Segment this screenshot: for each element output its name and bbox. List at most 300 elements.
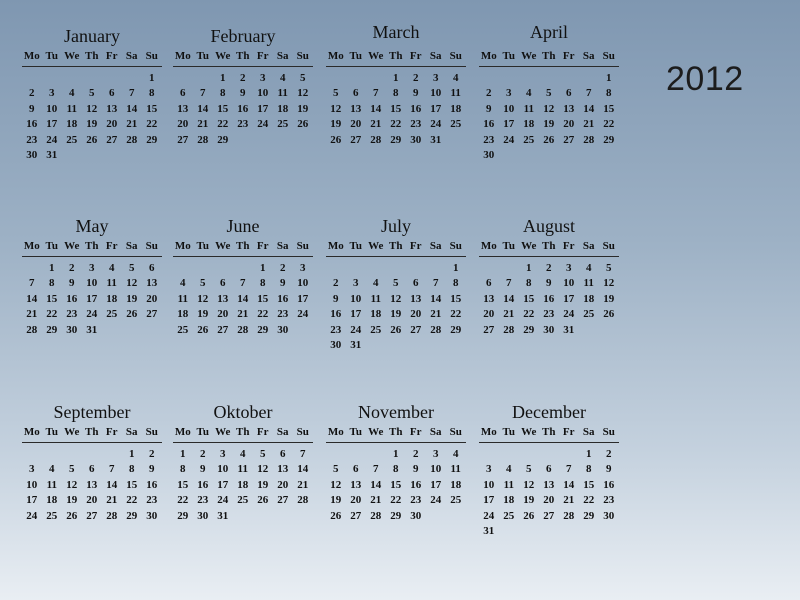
day-cell: 11 [503, 478, 514, 491]
day-cell: 4 [452, 448, 459, 460]
weekday-header: We [64, 50, 80, 62]
weekday-header: Sa [582, 240, 595, 252]
weekday-header: Tu [349, 240, 362, 252]
empty-cell [173, 71, 193, 86]
day-cell: 8 [526, 277, 532, 290]
weekday-header: We [64, 240, 80, 252]
day-cell: 7 [200, 87, 206, 100]
day-cell: 30 [66, 323, 78, 336]
empty-cell [62, 71, 82, 86]
header-divider [326, 442, 466, 443]
month-name: December [512, 402, 586, 422]
empty-cell [326, 71, 346, 86]
day-cell: 26 [126, 308, 138, 321]
month-name: November [358, 402, 434, 422]
day-cell: 17 [483, 494, 495, 507]
day-cell: 14 [197, 102, 209, 115]
month-august [479, 214, 619, 338]
day-cell: 22 [217, 118, 229, 131]
empty-cell [346, 447, 366, 462]
day-cell: 11 [66, 102, 77, 115]
weekday-header: Fr [562, 50, 575, 62]
day-cell: 26 [543, 133, 555, 146]
day-cell: 9 [279, 277, 286, 290]
day-cell: 11 [523, 102, 534, 115]
day-cell: 9 [240, 87, 246, 100]
day-cell: 1 [452, 262, 459, 274]
day-cell: 13 [106, 102, 118, 115]
day-cell: 8 [605, 87, 612, 100]
day-cell: 8 [180, 463, 186, 476]
day-cell: 10 [86, 277, 98, 290]
day-cell: 5 [605, 262, 612, 274]
day-cell: 5 [200, 277, 206, 290]
header-divider [479, 66, 619, 67]
header-divider [326, 66, 466, 67]
day-cell: 7 [506, 277, 512, 290]
day-cell: 4 [373, 277, 379, 290]
day-cell: 6 [279, 448, 286, 460]
day-cell: 21 [197, 118, 209, 131]
month-name: March [372, 22, 420, 42]
day-cell: 23 [66, 308, 78, 321]
day-cell: 7 [432, 277, 439, 290]
day-cell: 31 [563, 323, 575, 336]
day-cell: 29 [583, 509, 595, 522]
day-cell: 10 [26, 478, 38, 491]
day-cell: 14 [237, 292, 249, 305]
day-cell: 25 [237, 494, 249, 507]
day-cell: 28 [503, 323, 515, 336]
day-cell: 3 [299, 262, 306, 274]
day-cell: 13 [350, 102, 362, 115]
day-cell: 3 [353, 277, 359, 290]
day-cell: 14 [126, 102, 138, 115]
day-cell: 21 [370, 118, 382, 131]
day-cell: 2 [412, 448, 419, 460]
day-cell: 3 [259, 72, 266, 84]
day-cell: 22 [177, 494, 189, 507]
day-cell: 19 [390, 308, 402, 321]
weekday-header: We [215, 50, 231, 62]
day-cell: 5 [299, 72, 306, 84]
day-cell: 1 [49, 262, 55, 274]
day-cell: 27 [106, 133, 118, 146]
day-cell: 23 [603, 494, 615, 507]
day-cell: 15 [583, 478, 595, 491]
weekday-header: Sa [429, 240, 442, 252]
weekday-header: Th [389, 50, 403, 62]
header-divider [173, 442, 313, 443]
empty-cell [539, 447, 559, 462]
weekday-header: Tu [196, 240, 209, 252]
empty-cell [499, 261, 519, 276]
day-cell: 17 [350, 308, 362, 321]
day-cell: 1 [585, 448, 592, 460]
weekday-header: Tu [196, 50, 209, 62]
day-cell: 8 [148, 87, 155, 100]
day-cell: 15 [257, 292, 269, 305]
day-cell: 6 [220, 277, 226, 290]
day-cell: 2 [546, 262, 552, 274]
day-cell: 4 [240, 448, 246, 460]
day-grid [326, 424, 466, 524]
day-cell: 30 [483, 148, 495, 161]
day-cell: 27 [277, 494, 289, 507]
weekday-header: Tu [502, 50, 515, 62]
day-cell: 21 [370, 494, 382, 507]
day-cell: 7 [585, 87, 592, 100]
day-cell: 18 [450, 102, 462, 115]
day-cell: 19 [330, 494, 342, 507]
weekday-header: Sa [429, 426, 442, 438]
day-cell: 24 [46, 133, 58, 146]
day-cell: 26 [66, 509, 78, 522]
day-cell: 25 [583, 308, 595, 321]
day-cell: 31 [483, 524, 495, 537]
day-cell: 26 [257, 494, 269, 507]
empty-cell [42, 71, 62, 86]
day-grid [479, 424, 619, 539]
day-cell: 14 [370, 478, 382, 491]
day-cell: 13 [177, 102, 189, 115]
day-cell: 19 [523, 494, 535, 507]
weekday-header: We [368, 240, 384, 252]
day-cell: 18 [370, 308, 382, 321]
day-grid [173, 48, 313, 148]
day-cell: 6 [148, 262, 155, 274]
day-cell: 28 [370, 133, 382, 146]
day-cell: 7 [373, 463, 379, 476]
month-february [173, 24, 313, 148]
weekday-header: Th [542, 50, 556, 62]
empty-cell [42, 447, 62, 462]
day-cell: 30 [146, 509, 158, 522]
day-cell: 26 [390, 323, 402, 336]
day-cell: 11 [370, 292, 381, 305]
day-cell: 3 [49, 87, 55, 100]
weekday-header: Sa [125, 426, 138, 438]
day-cell: 18 [177, 308, 189, 321]
day-cell: 29 [523, 323, 535, 336]
day-cell: 18 [106, 292, 118, 305]
day-cell: 10 [563, 277, 575, 290]
empty-cell [386, 261, 406, 276]
day-cell: 23 [197, 494, 209, 507]
day-cell: 26 [86, 133, 98, 146]
day-cell: 19 [257, 478, 269, 491]
weekday-header: Th [236, 426, 250, 438]
day-cell: 22 [523, 308, 535, 321]
year-title: 2012 [666, 60, 744, 98]
weekday-header: We [368, 50, 384, 62]
day-cell: 9 [69, 277, 75, 290]
weekday-header: Su [296, 240, 309, 252]
day-cell: 1 [128, 448, 135, 460]
day-cell: 11 [277, 87, 288, 100]
weekday-header: Tu [349, 50, 362, 62]
weekday-header: Fr [105, 240, 118, 252]
day-grid [479, 238, 619, 338]
day-cell: 20 [277, 478, 289, 491]
month-december [479, 400, 619, 539]
day-cell: 4 [506, 463, 512, 476]
weekday-header: Fr [256, 426, 269, 438]
day-cell: 15 [603, 102, 615, 115]
day-cell: 18 [583, 292, 595, 305]
weekday-header: Su [296, 426, 309, 438]
day-cell: 9 [486, 102, 492, 115]
day-cell: 6 [546, 463, 552, 476]
header-divider [22, 256, 162, 257]
day-cell: 19 [126, 292, 138, 305]
day-cell: 6 [412, 277, 419, 290]
day-cell: 3 [29, 463, 35, 476]
weekday-header: Th [85, 50, 99, 62]
empty-cell [366, 71, 386, 86]
day-grid [479, 48, 619, 163]
day-grid [326, 48, 466, 148]
day-cell: 19 [330, 118, 342, 131]
day-cell: 2 [69, 262, 75, 274]
day-cell: 4 [279, 72, 286, 84]
day-cell: 15 [450, 292, 462, 305]
day-cell: 6 [486, 277, 492, 290]
day-cell: 9 [412, 87, 419, 100]
day-cell: 21 [583, 118, 595, 131]
day-cell: 8 [452, 277, 459, 290]
day-cell: 18 [46, 494, 58, 507]
day-cell: 8 [49, 277, 55, 290]
day-cell: 23 [543, 308, 555, 321]
day-cell: 16 [277, 292, 289, 305]
day-cell: 7 [29, 277, 35, 290]
day-cell: 1 [180, 448, 186, 460]
day-cell: 12 [257, 463, 269, 476]
weekday-header: Tu [502, 426, 515, 438]
empty-cell [499, 71, 519, 86]
day-cell: 30 [603, 509, 615, 522]
weekday-header: Mo [480, 240, 497, 252]
day-cell: 17 [257, 102, 269, 115]
weekday-header: Su [145, 50, 158, 62]
day-cell: 12 [330, 478, 342, 491]
month-name: August [522, 216, 575, 236]
empty-cell [213, 261, 233, 276]
day-cell: 19 [66, 494, 78, 507]
day-cell: 6 [180, 87, 186, 100]
day-cell: 28 [126, 133, 138, 146]
weekday-header: Su [145, 240, 158, 252]
day-cell: 25 [106, 308, 118, 321]
header-divider [173, 256, 313, 257]
day-cell: 26 [297, 118, 309, 131]
day-cell: 26 [523, 509, 535, 522]
month-january [22, 24, 162, 163]
day-cell: 12 [86, 102, 98, 115]
day-cell: 20 [563, 118, 575, 131]
day-cell: 15 [46, 292, 58, 305]
day-cell: 30 [410, 509, 422, 522]
day-cell: 5 [526, 463, 532, 476]
day-cell: 20 [86, 494, 98, 507]
day-cell: 1 [259, 262, 266, 274]
day-cell: 13 [277, 463, 289, 476]
day-cell: 2 [486, 87, 492, 100]
day-cell: 19 [86, 118, 98, 131]
day-cell: 5 [89, 87, 95, 100]
day-cell: 24 [430, 118, 442, 131]
day-cell: 12 [197, 292, 209, 305]
weekday-header: We [215, 240, 231, 252]
day-cell: 28 [106, 509, 118, 522]
day-cell: 28 [563, 509, 575, 522]
header-divider [479, 442, 619, 443]
day-cell: 20 [217, 308, 229, 321]
day-cell: 2 [279, 262, 286, 274]
weekday-header: Th [236, 50, 250, 62]
weekday-header: Sa [125, 240, 138, 252]
day-cell: 29 [390, 509, 402, 522]
day-cell: 25 [66, 133, 78, 146]
empty-cell [22, 71, 42, 86]
day-cell: 16 [237, 102, 249, 115]
day-cell: 8 [585, 463, 592, 476]
day-cell: 10 [350, 292, 362, 305]
day-cell: 25 [450, 494, 462, 507]
empty-cell [426, 261, 446, 276]
day-cell: 15 [217, 102, 229, 115]
empty-cell [22, 261, 42, 276]
weekday-header: We [64, 426, 80, 438]
day-cell: 28 [197, 133, 209, 146]
day-cell: 5 [69, 463, 75, 476]
day-cell: 4 [69, 87, 75, 100]
day-cell: 27 [86, 509, 98, 522]
day-cell: 24 [430, 494, 442, 507]
day-cell: 7 [565, 463, 572, 476]
weekday-header: Tu [349, 426, 362, 438]
day-cell: 23 [330, 323, 342, 336]
empty-cell [62, 447, 82, 462]
day-cell: 13 [217, 292, 229, 305]
day-cell: 24 [350, 323, 362, 336]
header-divider [326, 256, 466, 257]
day-cell: 6 [108, 87, 115, 100]
day-cell: 25 [370, 323, 382, 336]
day-cell: 23 [237, 118, 249, 131]
day-cell: 10 [46, 102, 58, 115]
day-cell: 29 [450, 323, 462, 336]
month-november [326, 400, 466, 524]
day-cell: 22 [126, 494, 138, 507]
header-divider [22, 66, 162, 67]
month-name: June [226, 216, 260, 236]
day-cell: 3 [506, 87, 512, 100]
weekday-header: Mo [327, 50, 344, 62]
day-cell: 29 [46, 323, 58, 336]
day-grid [22, 238, 162, 338]
day-cell: 25 [450, 118, 462, 131]
day-cell: 17 [46, 118, 58, 131]
day-cell: 29 [146, 133, 158, 146]
day-cell: 20 [106, 118, 118, 131]
day-cell: 13 [86, 478, 98, 491]
day-cell: 31 [217, 509, 229, 522]
day-cell: 2 [240, 72, 246, 84]
day-cell: 26 [603, 308, 615, 321]
weekday-header: Mo [480, 50, 497, 62]
day-cell: 9 [148, 463, 155, 476]
empty-cell [82, 71, 102, 86]
day-cell: 17 [563, 292, 575, 305]
day-cell: 7 [108, 463, 115, 476]
day-cell: 25 [503, 509, 515, 522]
day-cell: 11 [583, 277, 594, 290]
day-cell: 27 [410, 323, 422, 336]
day-cell: 7 [373, 87, 379, 100]
weekday-header: Mo [174, 240, 191, 252]
month-name: Oktober [213, 402, 273, 422]
day-cell: 30 [410, 133, 422, 146]
day-cell: 27 [543, 509, 555, 522]
empty-cell [479, 261, 499, 276]
month-name: September [53, 402, 131, 422]
weekday-header: Sa [276, 426, 289, 438]
month-name: January [64, 26, 120, 46]
day-cell: 22 [583, 494, 595, 507]
day-cell: 13 [350, 478, 362, 491]
day-cell: 16 [410, 478, 422, 491]
month-may [22, 214, 162, 338]
weekday-header: Tu [196, 426, 209, 438]
day-cell: 7 [240, 277, 246, 290]
weekday-header: Th [389, 426, 403, 438]
day-cell: 22 [603, 118, 615, 131]
day-cell: 24 [26, 509, 38, 522]
day-cell: 29 [217, 133, 229, 146]
day-cell: 3 [565, 262, 572, 274]
day-cell: 7 [299, 448, 306, 460]
day-cell: 20 [483, 308, 495, 321]
day-cell: 17 [26, 494, 38, 507]
day-cell: 4 [180, 277, 186, 290]
day-cell: 29 [257, 323, 269, 336]
day-cell: 21 [126, 118, 138, 131]
empty-cell [326, 261, 346, 276]
weekday-header: Th [389, 240, 403, 252]
weekday-header: Mo [23, 240, 40, 252]
weekday-header: Fr [256, 50, 269, 62]
empty-cell [346, 71, 366, 86]
day-cell: 29 [603, 133, 615, 146]
day-cell: 12 [543, 102, 555, 115]
weekday-header: Su [296, 50, 309, 62]
weekday-header: We [368, 426, 384, 438]
day-cell: 20 [350, 118, 362, 131]
day-cell: 3 [486, 463, 492, 476]
day-cell: 4 [108, 262, 115, 274]
day-cell: 9 [605, 463, 612, 476]
day-cell: 9 [412, 463, 419, 476]
weekday-header: Mo [174, 50, 191, 62]
weekday-header: Su [449, 426, 462, 438]
day-cell: 16 [197, 478, 209, 491]
day-cell: 24 [483, 509, 495, 522]
weekday-header: Fr [562, 240, 575, 252]
weekday-header: Sa [125, 50, 138, 62]
day-cell: 1 [526, 262, 532, 274]
